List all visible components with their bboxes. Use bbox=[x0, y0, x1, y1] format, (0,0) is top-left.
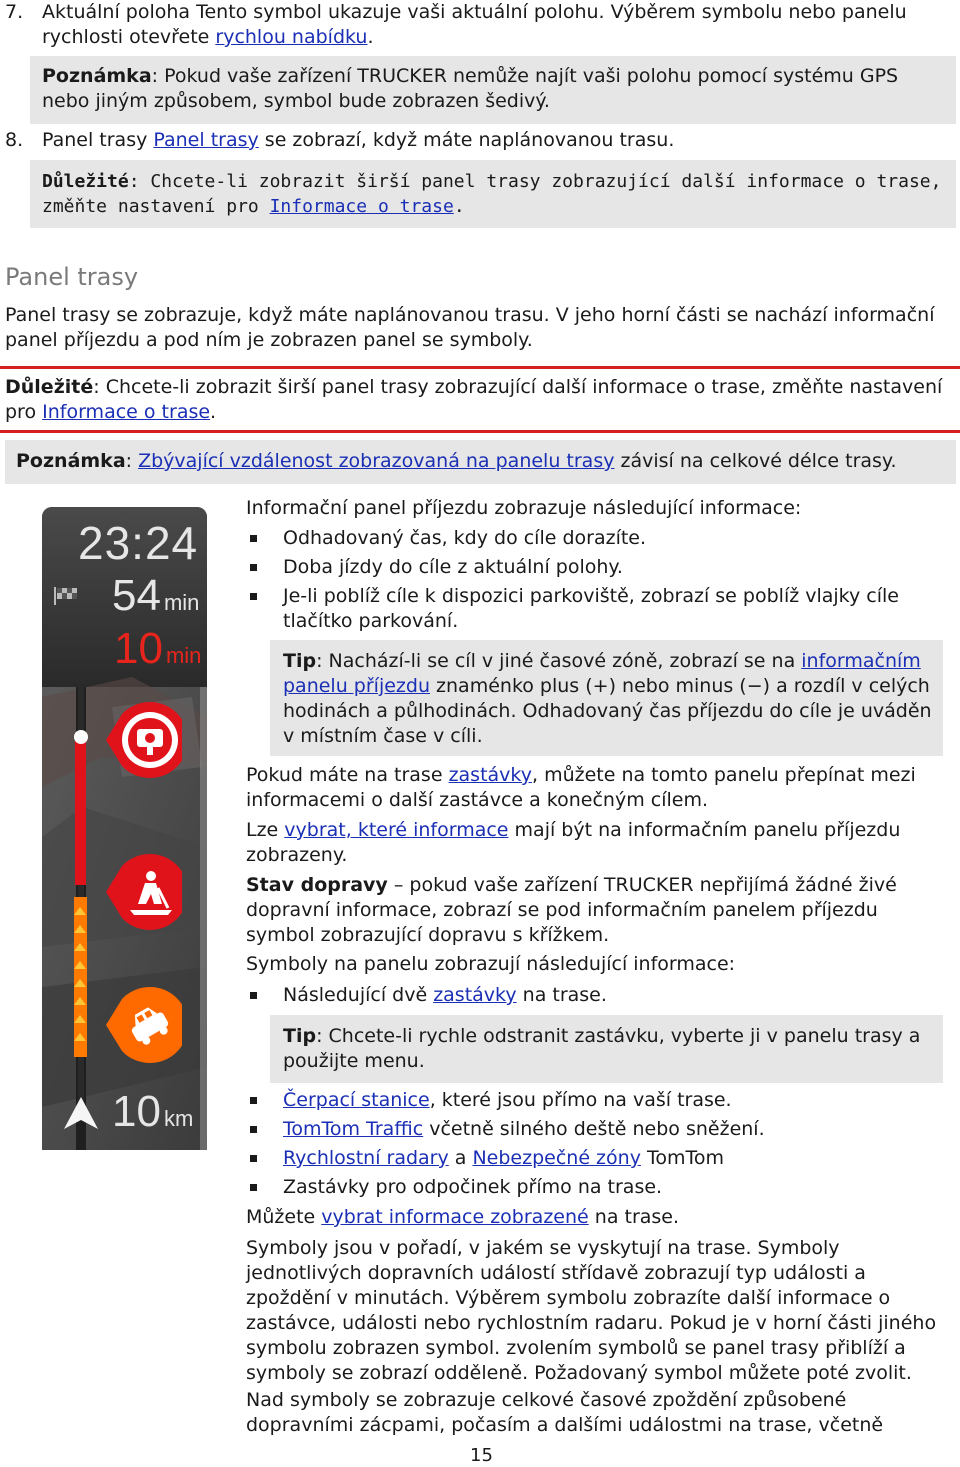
bullet-icon bbox=[250, 1126, 257, 1133]
traffic-icon[interactable] bbox=[102, 985, 182, 1065]
can-text-b: na trase. bbox=[588, 1206, 680, 1228]
choose-text-b: mají být na informačním panelu příjezdu zobrazeny. bbox=[246, 819, 901, 866]
important-label: Důležité bbox=[5, 376, 94, 398]
section-intro: Panel trasy se zobrazuje, když máte naplánovanou trasu. V jeho horní části se nachází informační panel příjezdu a pod ním je zobrazen panel se symboly. bbox=[5, 304, 935, 351]
traffic-text: – pokud vaše zařízení TRUCKER nepřijímá žádné živé dopravní informace, zobrazí se pod informačním panelem příjezdu symbol zobrazující dopravu s křížkem. bbox=[246, 874, 897, 946]
symbols-bullets bbox=[246, 1088, 926, 1200]
fuel-stations-link[interactable]: Čerpací stanice bbox=[283, 1089, 430, 1111]
tip-label: Tip bbox=[283, 1025, 317, 1047]
section-note-box bbox=[5, 440, 956, 484]
list-item bbox=[246, 584, 926, 634]
route-bar-panel[interactable] bbox=[42, 507, 207, 1150]
delay-paragraph: Nad symboly se zobrazuje celkové časové zpoždění způsobené dopravními zácpami, počasím a dalšími událostmi na trase, včetně bbox=[246, 1389, 884, 1436]
duration-value: 54 bbox=[112, 571, 161, 620]
info-intro: Informační panel příjezdu zobrazuje následující informace: bbox=[246, 497, 802, 519]
bullet-text: Zastávky pro odpočinek přímo na trase. bbox=[283, 1176, 663, 1198]
bullet-text: a bbox=[448, 1147, 473, 1169]
item8-important-box bbox=[30, 160, 956, 228]
destination-flag-icon bbox=[54, 587, 80, 605]
list-item bbox=[246, 1088, 926, 1113]
important-label: Důležité bbox=[42, 171, 129, 192]
list-item bbox=[246, 1175, 926, 1200]
tip1 bbox=[283, 649, 933, 749]
tip1-box bbox=[270, 640, 943, 756]
note-sep: : bbox=[125, 450, 139, 472]
bullet-text: Odhadovaný čas, kdy do cíle dorazíte. bbox=[283, 527, 647, 549]
quick-menu-link[interactable]: rychlou nabídku bbox=[215, 26, 368, 48]
item7-end: . bbox=[367, 26, 374, 48]
bullet-icon bbox=[250, 1155, 257, 1162]
distance-unit: km bbox=[163, 1106, 194, 1131]
bullet-icon bbox=[250, 992, 257, 999]
bullet-icon bbox=[250, 535, 257, 542]
bullet-text: na trase. bbox=[516, 984, 607, 1006]
important-end: . bbox=[453, 196, 465, 217]
list-item bbox=[246, 1146, 926, 1171]
item8-text-b: se zobrazí, když máte naplánovanou trasu. bbox=[258, 129, 675, 151]
item7-note-box bbox=[30, 56, 956, 124]
route-bar-link[interactable]: Panel trasy bbox=[153, 129, 259, 151]
travel-duration bbox=[112, 571, 199, 621]
info-bullets bbox=[246, 526, 926, 634]
arrival-panel-link[interactable]: informačním panelu příjezdu bbox=[283, 650, 921, 697]
item7-note bbox=[42, 64, 942, 114]
delay-value: 10 bbox=[114, 624, 163, 673]
traffic-label: Stav dopravy bbox=[246, 874, 388, 896]
symbols-intro: Symboly na panelu zobrazují následující informace: bbox=[246, 953, 736, 975]
remaining-distance-link[interactable]: Zbývající vzdálenost zobrazovaná na panelu trasy bbox=[138, 450, 615, 472]
tip-text-a: : Nachází-li se cíl v jiné časové zóně, zobrazí se na bbox=[316, 650, 802, 672]
stops-paragraph bbox=[246, 763, 936, 813]
eta-time: 23:24 bbox=[78, 517, 199, 569]
tip-text-b: znaménko plus (+) nebo minus (−) a rozdíl v celých hodinách a půlhodinách. Odhadovaný čas příjezdu do cíle je uváděn v místním čase v cíli. bbox=[283, 675, 932, 747]
note-text: : Pokud vaše zařízení TRUCKER nemůže najít vaši polohu pomocí systému GPS nebo jiným způsobem, symbol bude zobrazen šedivý. bbox=[42, 65, 899, 112]
important-text: : Chcete-li zobrazit širší panel trasy zobrazující další informace o trase, změňte nastavení pro bbox=[5, 376, 943, 423]
stops-text-a: Pokud máte na trase bbox=[246, 764, 449, 786]
stops-link[interactable]: zastávky bbox=[433, 984, 517, 1006]
can-paragraph bbox=[246, 1205, 936, 1230]
red-rule-bottom bbox=[0, 430, 960, 433]
choose-paragraph bbox=[246, 818, 936, 868]
red-rule-top bbox=[0, 366, 960, 369]
item8-text bbox=[42, 128, 942, 153]
list-item bbox=[246, 526, 926, 551]
bullet-text: včetně silného deště nebo sněžení. bbox=[423, 1118, 765, 1140]
traffic-delay bbox=[114, 624, 201, 674]
remaining-distance bbox=[112, 1087, 193, 1137]
bullet-text: Je-li poblíž cíle k dispozici parkoviště, zobrazí se poblíž vlajky cíle tlačítko parkování. bbox=[283, 585, 899, 632]
traffic-paragraph bbox=[246, 873, 936, 948]
list-item bbox=[246, 983, 926, 1008]
item7-text bbox=[42, 0, 942, 50]
bullet-text: TomTom bbox=[640, 1147, 725, 1169]
choose-route-info-link[interactable]: vybrat informace zobrazené bbox=[321, 1206, 589, 1228]
tip2 bbox=[283, 1024, 923, 1074]
page-number: 15 bbox=[470, 1445, 493, 1466]
bullet-text: Doba jízdy do cíle z aktuální polohy. bbox=[283, 556, 623, 578]
list-item bbox=[246, 1117, 926, 1142]
item8-text-a: Panel trasy bbox=[42, 129, 154, 151]
route-info-link[interactable]: Informace o trase bbox=[269, 196, 454, 217]
section-heading: Panel trasy bbox=[5, 263, 139, 291]
note-label: Poznámka bbox=[16, 450, 126, 472]
choose-info-link[interactable]: vybrat, které informace bbox=[284, 819, 509, 841]
stops-link[interactable]: zastávky bbox=[448, 764, 532, 786]
tip-label: Tip bbox=[283, 650, 317, 672]
list-item bbox=[246, 555, 926, 580]
bullet-text: Následující dvě bbox=[283, 984, 434, 1006]
important-text: : Chcete-li zobrazit širší panel trasy zobrazující další informace o trase, změňte nastavení pro bbox=[42, 171, 942, 217]
item8-number: 8. bbox=[5, 129, 24, 151]
speed-camera-icon[interactable] bbox=[102, 700, 182, 780]
tomtom-traffic-link[interactable]: TomTom Traffic bbox=[283, 1118, 424, 1140]
item8-important bbox=[42, 169, 952, 219]
distance-value: 10 bbox=[112, 1087, 161, 1136]
item7-body: Aktuální poloha Tento symbol ukazuje vaši aktuální polohu. Výběrem symbolu nebo panelu rychlosti otevřete bbox=[42, 1, 907, 48]
bullet-icon bbox=[250, 1097, 257, 1104]
order-paragraph: Symboly jsou v pořadí, v jakém se vyskytují na trase. Symboly jednotlivých dopravních událostí střídavě zobrazují typ události a zpoždění v minutách. Výběrem symbolu zobrazíte další informace o zastávce, události nebo rychlostním radaru. Pokud je v horní části jiného symbolu zobrazen symbol. zvolením symbolů se panel trasy přiblíží a symboly se zobrazí odděleně. Požadovaný symbol můžete poté zvolit. bbox=[246, 1237, 937, 1384]
can-text-a: Můžete bbox=[246, 1206, 322, 1228]
roadworks-icon[interactable] bbox=[102, 852, 182, 932]
choose-text-a: Lze bbox=[246, 819, 285, 841]
bullet-icon bbox=[250, 1184, 257, 1191]
bullet-text: , které jsou přímo na vaší trase. bbox=[429, 1089, 732, 1111]
item7-number: 7. bbox=[5, 1, 24, 23]
note-end: závisí na celkové délce trasy. bbox=[614, 450, 897, 472]
tip-text: : Chcete-li rychle odstranit zastávku, vyberte ji v panelu trasy a použijte menu. bbox=[283, 1025, 921, 1072]
route-info-link[interactable]: Informace o trase bbox=[42, 401, 211, 423]
note-label: Poznámka bbox=[42, 65, 152, 87]
important-end: . bbox=[210, 401, 217, 423]
danger-zones-link[interactable]: Nebezpečné zóny bbox=[472, 1147, 641, 1169]
stops-text-b: , můžete na tomto panelu přepínat mezi informacemi o další zastávce a konečným cílem. bbox=[246, 764, 916, 811]
duration-unit: min bbox=[163, 590, 200, 615]
delay-unit: min bbox=[165, 643, 202, 668]
bullet-icon bbox=[250, 564, 257, 571]
section-important bbox=[5, 375, 950, 425]
symbols-bullet-1 bbox=[246, 983, 926, 1008]
tip2-box bbox=[270, 1015, 943, 1083]
speed-cameras-link[interactable]: Rychlostní radary bbox=[283, 1147, 449, 1169]
section-note bbox=[16, 449, 946, 474]
bullet-icon bbox=[250, 593, 257, 600]
